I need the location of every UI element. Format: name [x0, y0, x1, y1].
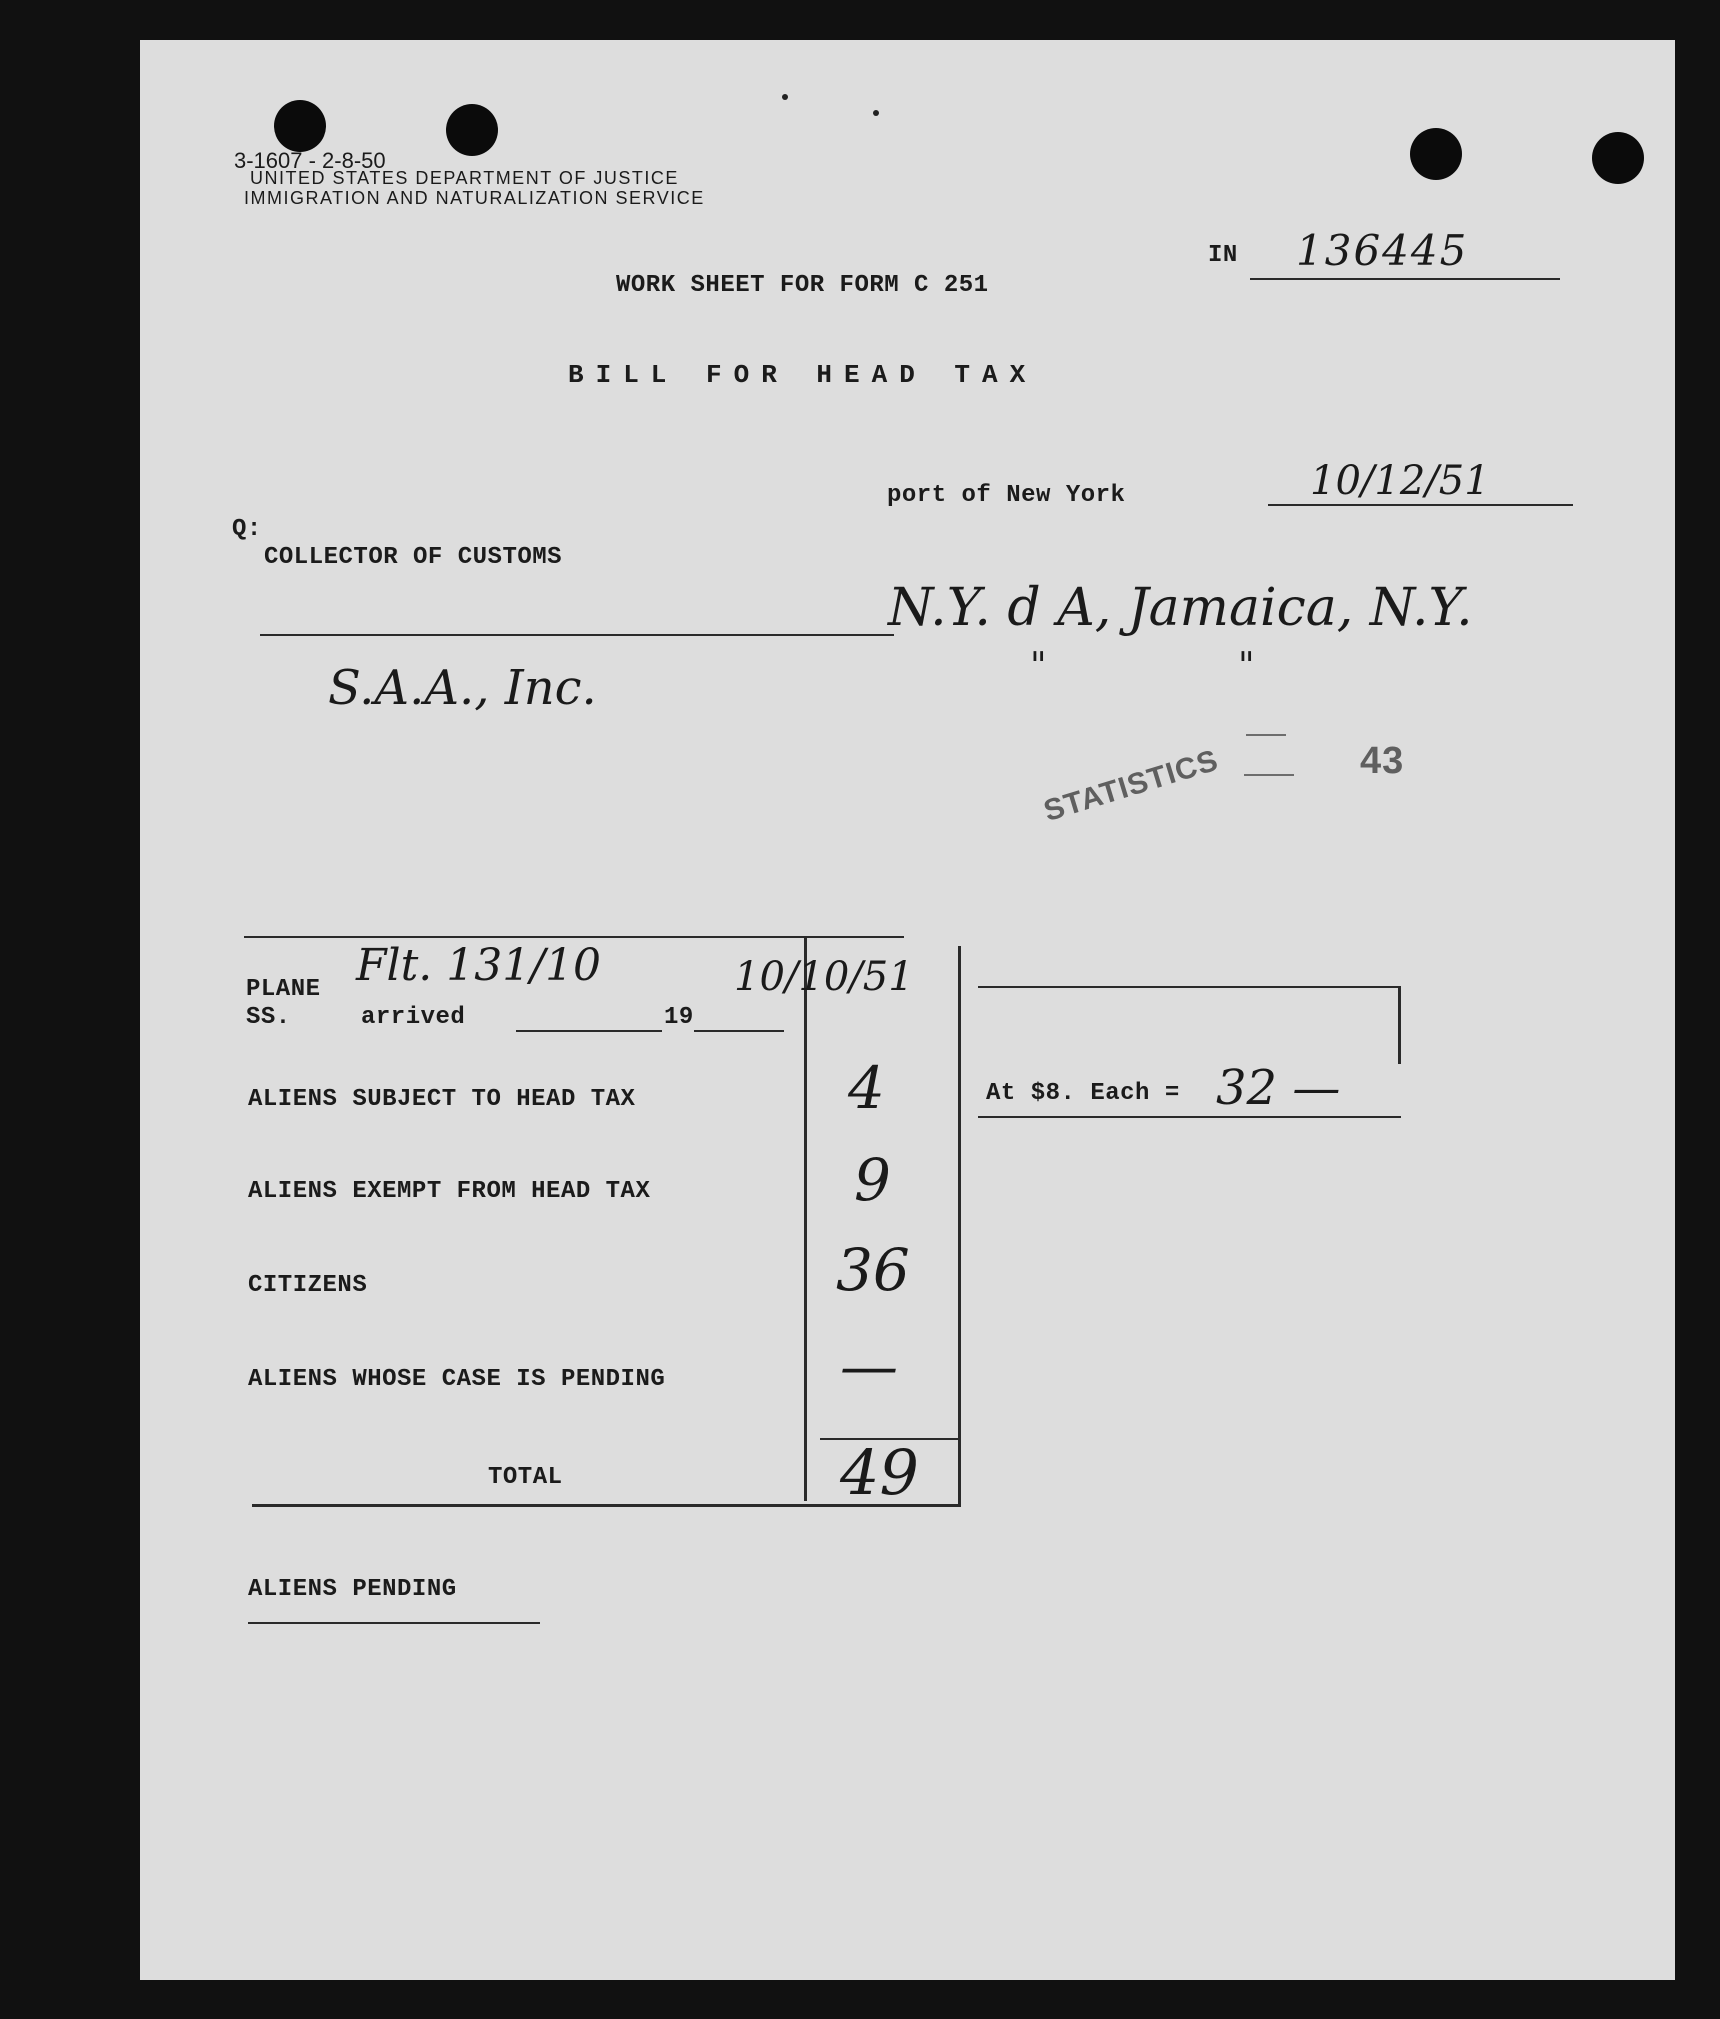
rate-amount: 32 —: [1216, 1060, 1341, 1116]
to-label: Q:: [232, 516, 262, 543]
row-label-subject: ALIENS SUBJECT TO HEAD TAX: [248, 1086, 636, 1113]
speck: [782, 94, 788, 100]
row-value-citizens: 36: [836, 1236, 910, 1304]
form-code: 3-1607 - 2-8-50: [234, 148, 386, 173]
ss-label: SS.: [246, 1004, 291, 1031]
aliens-pending-label: ALIENS PENDING: [248, 1576, 457, 1603]
stamp-line: [1244, 774, 1294, 776]
row-label-citizens: CITIZENS: [248, 1272, 368, 1299]
speck: [873, 110, 879, 116]
row-value-exempt: 9: [854, 1146, 891, 1214]
stamp-line: [1246, 734, 1286, 736]
rate-box-right: [1398, 986, 1401, 1064]
date-underline: [1268, 504, 1573, 506]
collector-label: COLLECTOR OF CUSTOMS: [264, 544, 563, 571]
year-prefix: 19: [664, 1004, 694, 1031]
total-label: TOTAL: [488, 1464, 563, 1491]
ditto-marks: " ": [1030, 646, 1345, 687]
in-number: 136445: [1296, 226, 1469, 275]
aliens-pending-underline: [248, 1622, 540, 1624]
arrived-label: arrived: [361, 1004, 466, 1031]
port-date: 10/12/51: [1310, 458, 1490, 504]
flight-handwritten: Flt. 131/10: [356, 940, 602, 991]
punch-hole: [446, 104, 498, 156]
arrival-date-handwritten: 10/10/51: [734, 954, 914, 1000]
table-column-divider: [804, 936, 807, 1501]
page-subtitle: BILL FOR HEAD TAX: [568, 360, 1038, 390]
row-label-pending: ALIENS WHOSE CASE IS PENDING: [248, 1366, 666, 1393]
row-value-subject: 4: [848, 1054, 885, 1122]
row-value-pending: —: [840, 1332, 898, 1400]
total-value: 49: [840, 1436, 919, 1509]
rate-label: At $8. Each =: [986, 1080, 1180, 1107]
address-handwritten: N.Y. d A, Jamaica, N.Y.: [888, 578, 1473, 638]
port-label: port of New York: [887, 482, 1126, 509]
year-underline: [694, 1030, 784, 1032]
row-label-exempt: ALIENS EXEMPT FROM HEAD TAX: [248, 1178, 651, 1205]
statistics-stamp: STATISTICS: [1040, 743, 1223, 829]
collector-underline: [260, 634, 894, 636]
agency-line-2: IMMIGRATION AND NATURALIZATION SERVICE: [244, 188, 705, 208]
punch-hole: [1410, 128, 1462, 180]
arrived-underline: [516, 1030, 662, 1032]
rate-box-top: [978, 986, 1400, 988]
punch-hole: [1592, 132, 1644, 184]
punch-hole: [274, 100, 326, 152]
page-title: WORK SHEET FOR FORM C 251: [616, 272, 989, 299]
agency-line-1: UNITED STATES DEPARTMENT OF JUSTICE: [250, 168, 679, 188]
rate-box-bottom: [978, 1116, 1401, 1118]
in-underline: [1250, 278, 1560, 280]
plane-label: PLANE: [246, 976, 321, 1003]
stamp-number: 43: [1360, 740, 1405, 782]
table-right-border: [958, 946, 961, 1506]
carrier-handwritten: S.A.A., Inc.: [328, 660, 597, 716]
document-sheet: [140, 40, 1675, 1980]
in-label: IN: [1208, 242, 1238, 269]
